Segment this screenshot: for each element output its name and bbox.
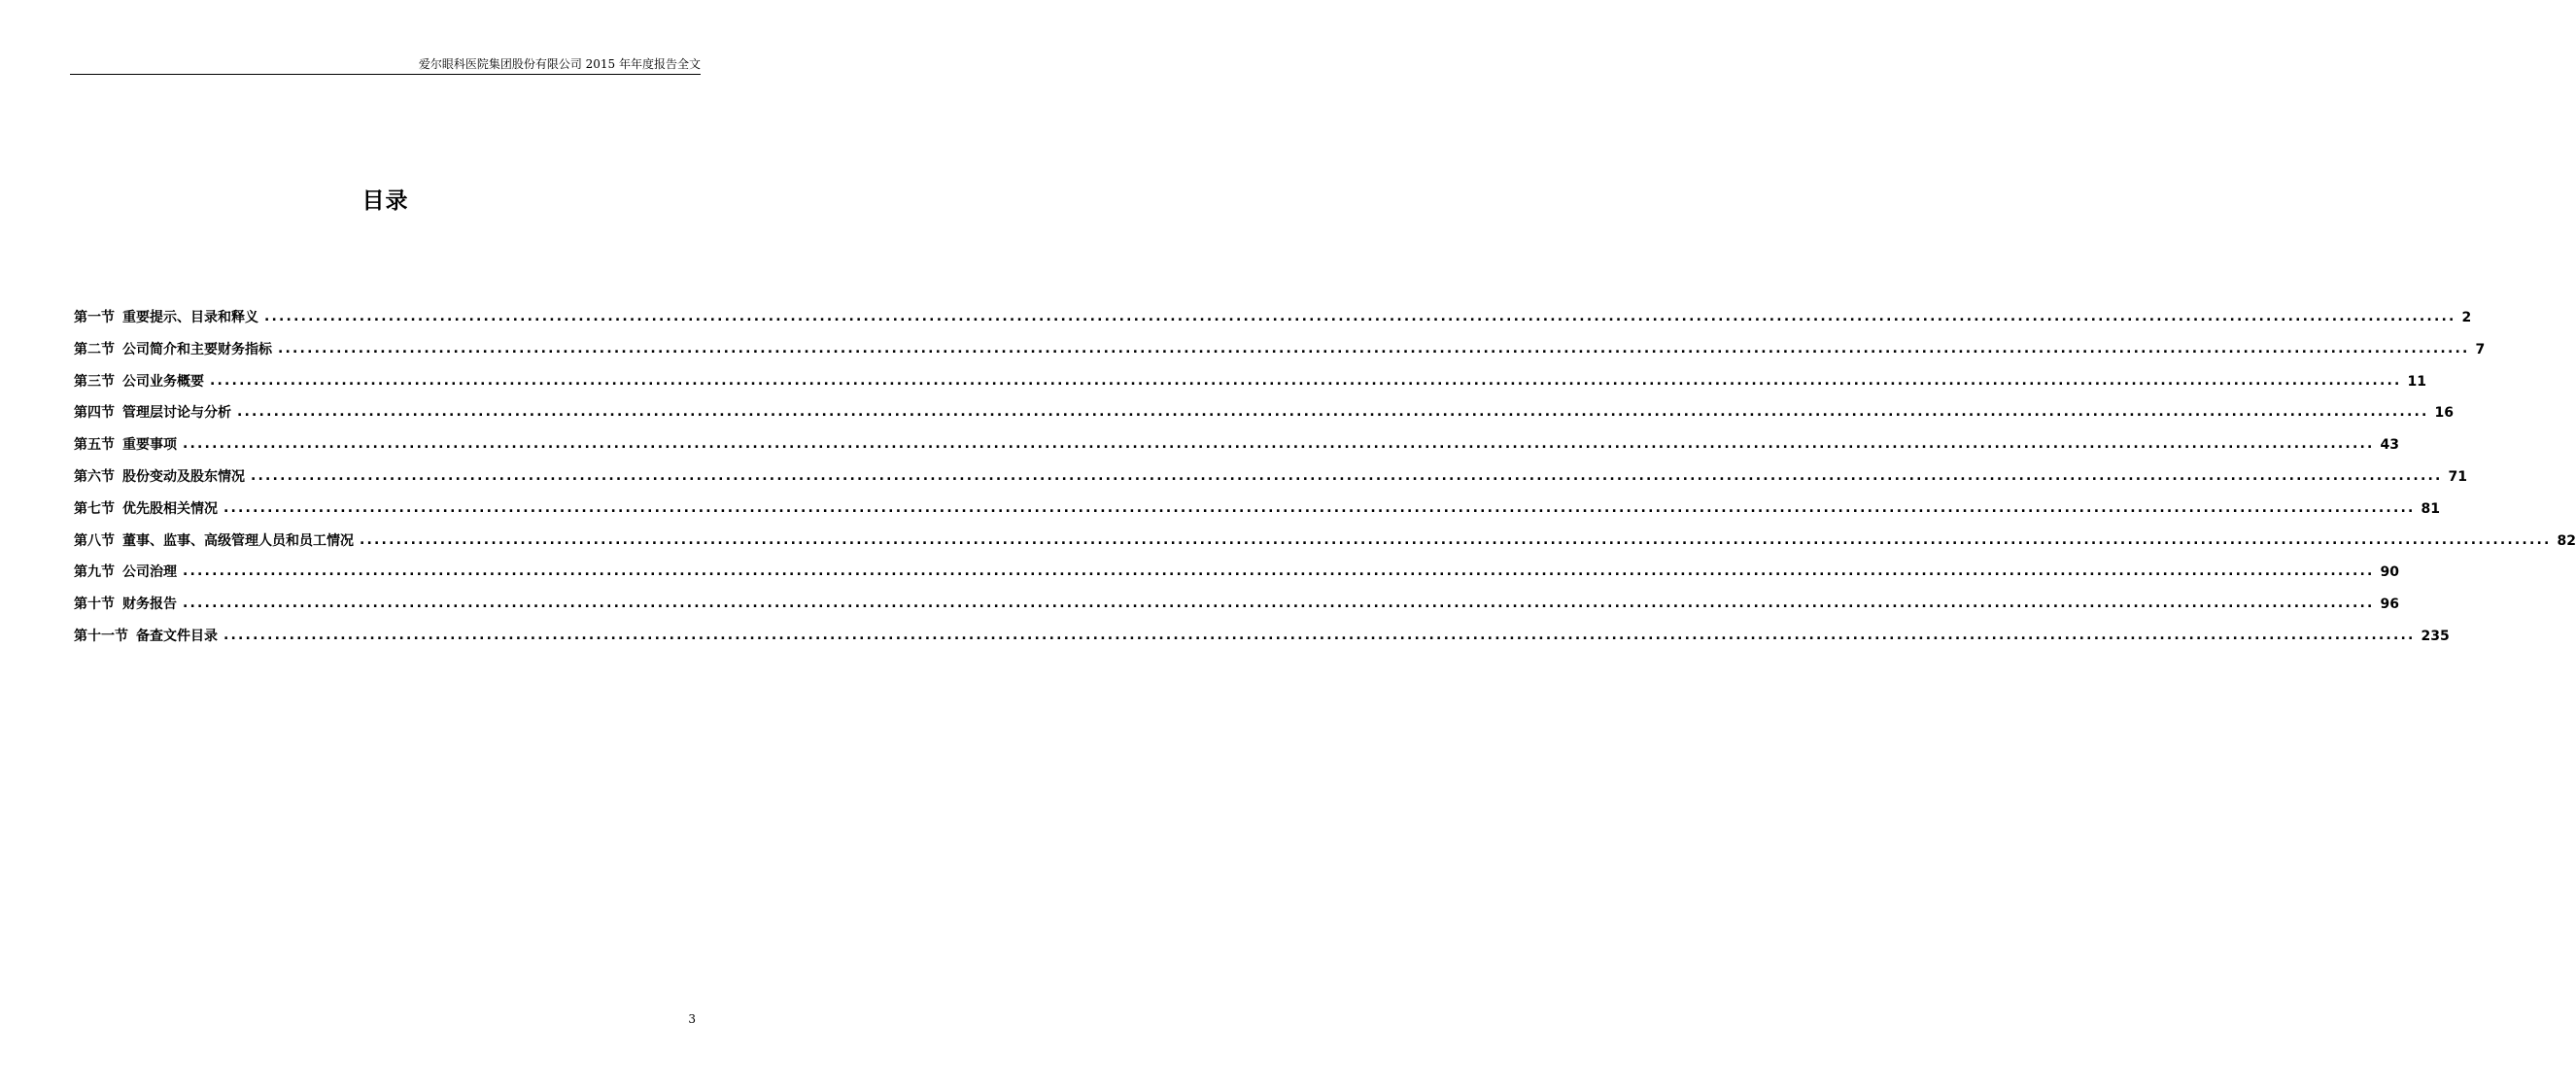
toc-section-title: 股份变动及股东情况	[122, 468, 245, 485]
toc-entry[interactable]	[74, 594, 2399, 626]
toc-entry[interactable]	[74, 371, 2426, 403]
toc-page-number: 11	[2407, 373, 2426, 390]
toc-section-title: 重要提示、目录和释义	[122, 310, 258, 325]
toc-dot-leader: ............................................................................................................................................................................................................................................................................................................	[183, 563, 2375, 580]
toc-dot-leader: ............................................................................................................................................................................................................................................................................................................	[251, 467, 2443, 484]
toc-section-number: 第二节	[74, 341, 115, 358]
toc-page-number: 7	[2475, 341, 2486, 358]
table-of-contents	[74, 307, 2576, 658]
page-header	[70, 52, 701, 75]
toc-entry[interactable]	[74, 530, 2576, 562]
toc-section-number: 第九节	[74, 564, 115, 581]
toc-section-number: 第六节	[74, 468, 115, 485]
toc-dot-leader: ............................................................................................................................................................................................................................................................................................................	[278, 340, 2470, 357]
page-title: 目录	[361, 188, 409, 214]
toc-section-title: 公司治理	[122, 564, 177, 581]
toc-dot-leader: ............................................................................................................................................................................................................................................................................................................	[183, 436, 2375, 453]
toc-section-number: 第十一节	[74, 628, 128, 644]
toc-entry[interactable]	[74, 466, 2467, 498]
toc-section-title: 备查文件目录	[136, 628, 218, 644]
toc-section-title: 优先股相关情况	[122, 500, 218, 517]
toc-page-number: 16	[2434, 405, 2454, 422]
toc-dot-leader: ............................................................................................................................................................................................................................................................................................................	[183, 596, 2375, 612]
toc-dot-leader: ............................................................................................................................................................................................................................................................................................................	[210, 372, 2402, 389]
toc-dot-leader: ............................................................................................................................................................................................................................................................................................................	[237, 404, 2429, 421]
toc-page-number: 71	[2448, 468, 2467, 485]
toc-section-number: 第五节	[74, 437, 115, 454]
toc-entry[interactable]	[74, 562, 2399, 594]
toc-dot-leader: ............................................................................................................................................................................................................................................................................................................	[264, 309, 2456, 324]
toc-entry[interactable]	[74, 626, 2450, 658]
toc-section-title: 公司业务概要	[122, 373, 204, 390]
header-text: 爱尔眼科医院集团股份有限公司 2015 年年度报告全文	[418, 57, 701, 71]
toc-page-number: 235	[2421, 628, 2450, 644]
toc-dot-leader: ............................................................................................................................................................................................................................................................................................................	[360, 531, 2552, 548]
toc-section-title: 董事、监事、高级管理人员和员工情况	[122, 532, 354, 549]
toc-page-number: 96	[2380, 596, 2399, 613]
toc-page-number: 2	[2461, 310, 2472, 325]
toc-section-title: 重要事项	[122, 437, 177, 454]
toc-section-number: 第七节	[74, 500, 115, 517]
toc-section-number: 第四节	[74, 405, 115, 422]
toc-section-number: 第八节	[74, 532, 115, 549]
toc-section-title: 公司简介和主要财务指标	[122, 341, 272, 358]
toc-section-title: 管理层讨论与分析	[122, 405, 231, 422]
toc-dot-leader: ............................................................................................................................................................................................................................................................................................................	[223, 627, 2416, 643]
toc-section-number: 第十节	[74, 596, 115, 613]
toc-entry[interactable]	[74, 402, 2454, 434]
toc-entry[interactable]	[74, 434, 2399, 466]
toc-entry[interactable]	[74, 307, 2472, 339]
toc-section-title: 财务报告	[122, 596, 177, 613]
toc-page-number: 90	[2380, 564, 2399, 581]
toc-section-number: 第三节	[74, 373, 115, 390]
toc-page-number: 81	[2421, 500, 2440, 517]
toc-section-number: 第一节	[74, 310, 115, 325]
toc-page-number: 82	[2557, 532, 2576, 549]
page-number: 3	[688, 1012, 696, 1026]
toc-page-number: 43	[2380, 437, 2399, 454]
toc-entry[interactable]	[74, 498, 2440, 530]
toc-dot-leader: ............................................................................................................................................................................................................................................................................................................	[223, 499, 2416, 516]
toc-entry[interactable]	[74, 339, 2486, 371]
